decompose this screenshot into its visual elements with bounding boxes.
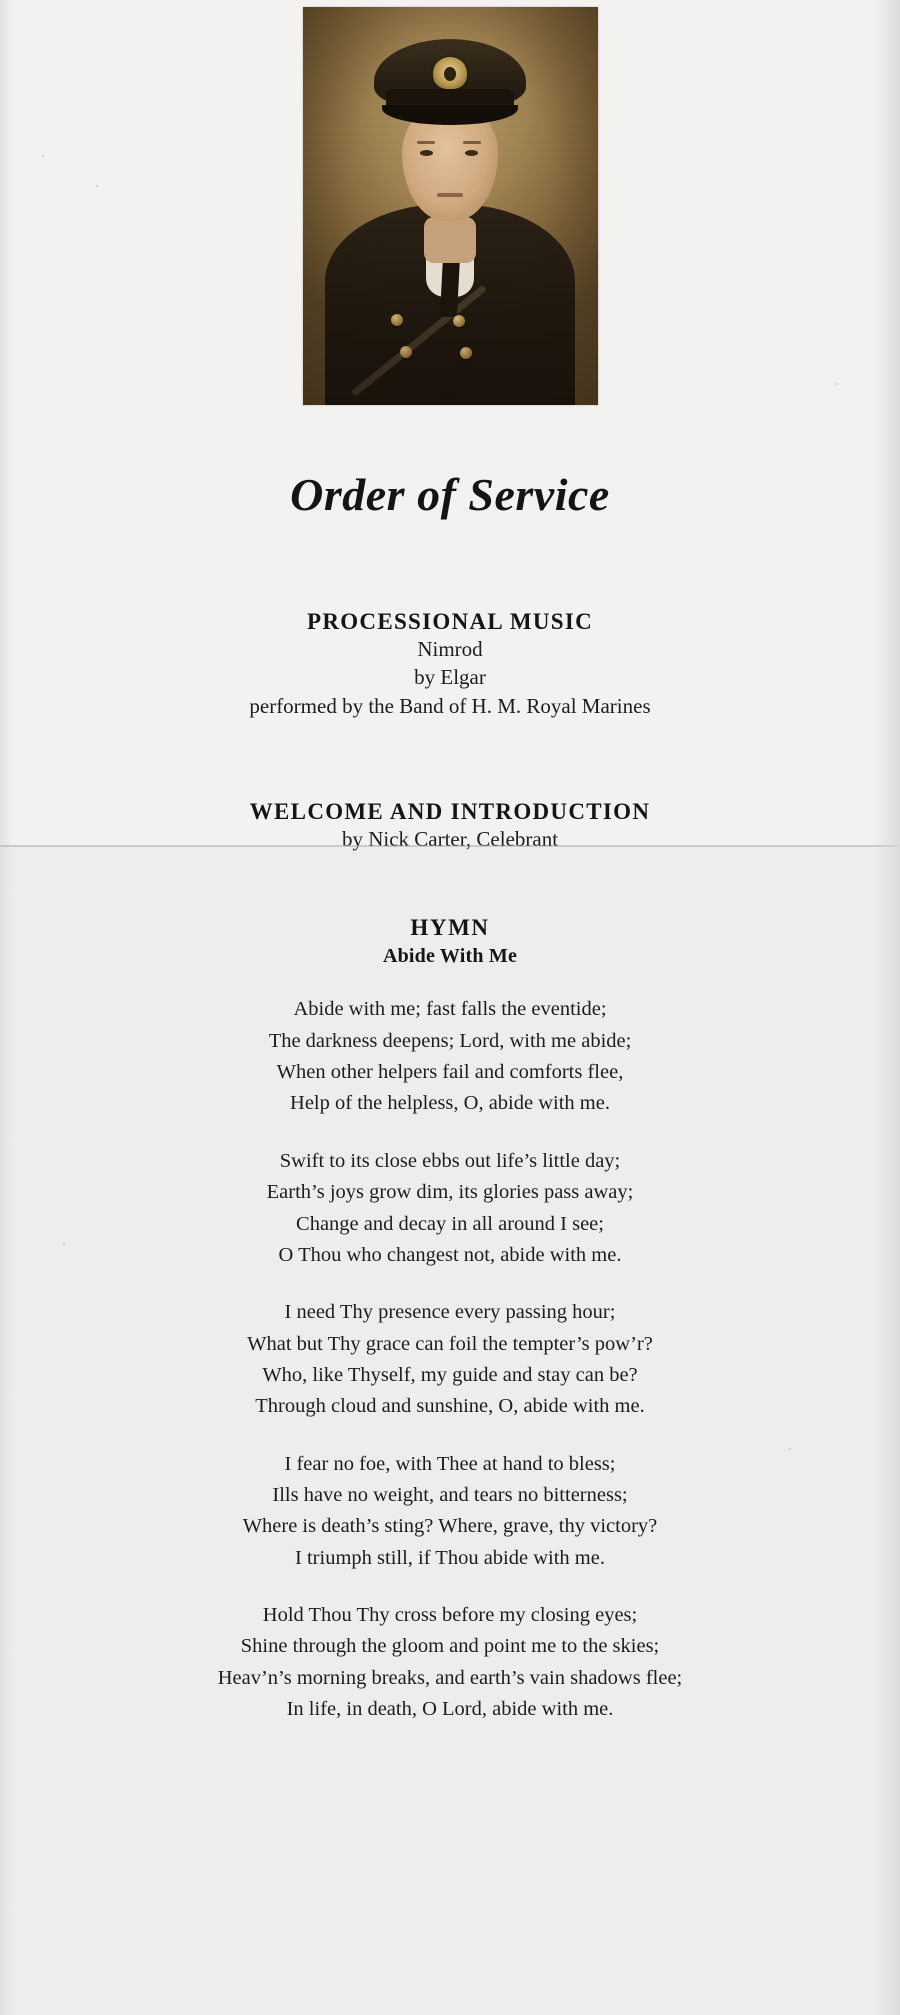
hymn-line: I triumph still, if Thou abide with me. — [295, 1546, 605, 1569]
hymn-line: I fear no foe, with Thee at hand to bless; — [284, 1452, 616, 1475]
section-heading: WELCOME AND INTRODUCTION — [249, 799, 651, 825]
hymn-line: Where is death’s sting? Where, grave, thy victory? — [242, 1515, 658, 1538]
section-line: by Nick Carter, Celebrant — [341, 827, 559, 852]
section-hymn — [40, 915, 860, 1725]
hymn-verses — [40, 994, 860, 1725]
hymn-verse — [40, 994, 860, 1119]
hymn-line: Shine through the gloom and point me to the skies; — [240, 1635, 660, 1658]
page-title: Order of Service — [290, 469, 610, 520]
section-line: by Elgar — [414, 665, 486, 690]
hymn-line: What but Thy grace can foil the tempter’s pow’r? — [247, 1332, 653, 1355]
hymn-verse — [40, 1600, 860, 1725]
portrait-photo — [303, 7, 598, 405]
hymn-line: Swift to its close ebbs out life’s little day; — [279, 1149, 621, 1172]
hymn-line: Earth’s joys grow dim, its glories pass away; — [266, 1181, 634, 1204]
hymn-line: The darkness deepens; Lord, with me abide; — [268, 1029, 632, 1052]
section-line: performed by the Band of H. M. Royal Marines — [249, 693, 651, 718]
hymn-verse — [40, 1449, 860, 1574]
section-welcome-introduction — [40, 799, 860, 853]
hymn-line: Ills have no weight, and tears no bitterness; — [272, 1484, 628, 1507]
hymn-name: Abide With Me — [382, 945, 518, 968]
photo-grain — [303, 7, 598, 405]
hymn-verse — [40, 1297, 860, 1422]
hymn-line: Hold Thou Thy cross before my closing eyes; — [262, 1604, 638, 1627]
section-line: Nimrod — [417, 637, 483, 661]
hymn-line: Abide with me; fast falls the eventide; — [293, 998, 607, 1021]
hymn-line: Heav’n’s morning breaks, and earth’s vain shadows flee; — [217, 1666, 683, 1689]
hymn-line: In life, in death, O Lord, abide with me. — [286, 1698, 614, 1721]
hymn-line: O Thou who changest not, abide with me. — [278, 1243, 622, 1266]
portrait-photo-container — [303, 0, 598, 405]
hymn-line: Change and decay in all around I see; — [296, 1212, 604, 1235]
hymn-heading: HYMN — [410, 915, 490, 941]
hymn-line: Help of the helpless, O, abide with me. — [290, 1092, 610, 1115]
hymn-line: When other helpers fail and comforts flee, — [276, 1061, 624, 1084]
hymn-line: Through cloud and sunshine, O, abide with me. — [255, 1395, 645, 1418]
hymn-line: I need Thy presence every passing hour; — [284, 1301, 616, 1324]
hymn-verse — [40, 1146, 860, 1271]
hymn-line: Who, like Thyself, my guide and stay can be? — [262, 1363, 638, 1386]
section-processional-music — [40, 609, 860, 720]
section-heading: PROCESSIONAL MUSIC — [306, 609, 594, 634]
